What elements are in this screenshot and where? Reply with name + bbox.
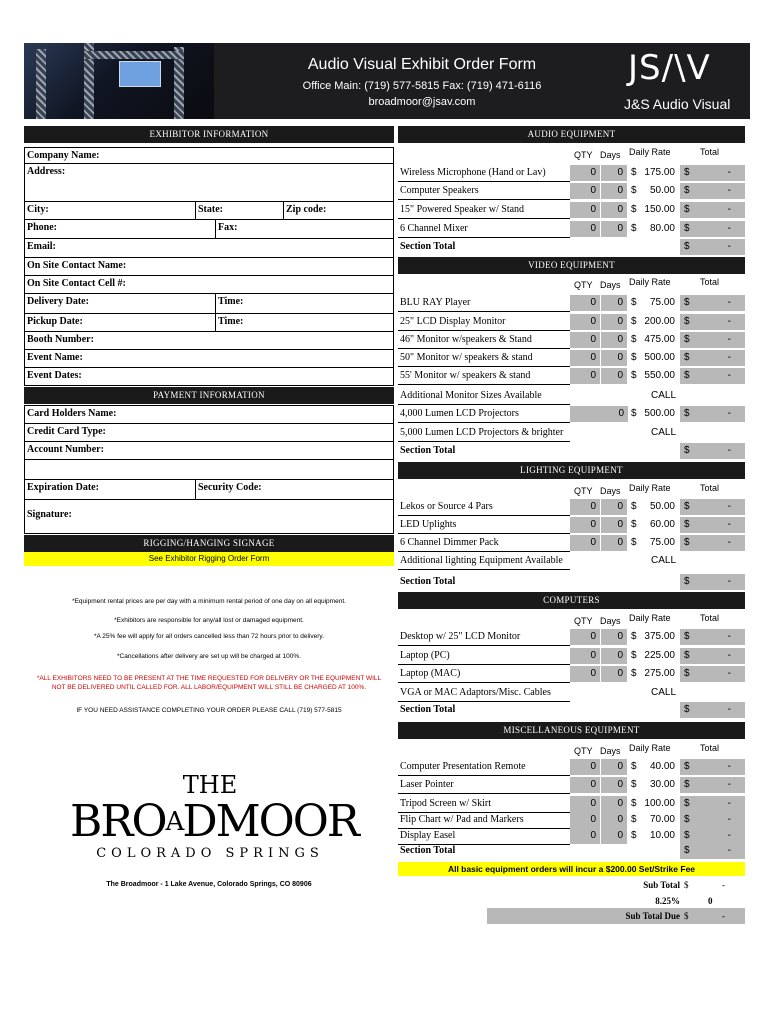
lighting-section-total-amount: - bbox=[727, 576, 731, 587]
lighting-days-input[interactable]: 0 bbox=[601, 517, 627, 533]
misc-rate-currency: $ bbox=[631, 830, 637, 841]
booth-photo bbox=[24, 43, 214, 119]
audio-line-total-value: - bbox=[727, 204, 731, 215]
audio-qty-input[interactable]: 0 bbox=[570, 183, 600, 199]
row-rule bbox=[398, 348, 570, 349]
row-rule bbox=[398, 645, 570, 646]
audio-line-total-value: - bbox=[727, 223, 731, 234]
audio-line-total bbox=[680, 221, 745, 237]
computers-days-input[interactable]: 0 bbox=[601, 629, 627, 645]
lighting-qty-input[interactable]: 0 bbox=[570, 517, 600, 533]
misc-line-total-currency: $ bbox=[684, 779, 690, 790]
broadmoor-logo-part2: A bbox=[165, 807, 183, 837]
computers-rate-value: 375.00 bbox=[644, 631, 675, 642]
misc-line-total-currency: $ bbox=[684, 761, 690, 772]
row-rule bbox=[398, 422, 570, 423]
sub-total-label: Sub Total bbox=[643, 880, 680, 890]
row-rule bbox=[398, 533, 570, 534]
computers-rate-currency: $ bbox=[631, 668, 637, 679]
video-rate-header: Daily Rate bbox=[629, 277, 671, 287]
audio-rate-currency: $ bbox=[631, 167, 637, 178]
misc-item-name: Computer Presentation Remote bbox=[400, 761, 526, 772]
video-line-total bbox=[680, 350, 745, 366]
computers-section-total-value bbox=[680, 702, 745, 718]
audio-line-total-value: - bbox=[727, 185, 731, 196]
lighting-line-total-currency: $ bbox=[684, 519, 690, 530]
video-line-total-value: - bbox=[727, 352, 731, 363]
video-line-total-value: - bbox=[727, 370, 731, 381]
computers-item-name: Laptop (PC) bbox=[400, 650, 450, 661]
video-item-name: 25" LCD Display Monitor bbox=[400, 316, 506, 327]
row-rule bbox=[398, 366, 570, 367]
video-item-name: 55' Monitor w/ speakers & stand bbox=[400, 370, 531, 381]
computers-section-total-currency: $ bbox=[684, 704, 690, 715]
video-line-total-value: - bbox=[727, 334, 731, 345]
lighting-item-name: 6 Channel Dimmer Pack bbox=[400, 537, 499, 548]
row-rule bbox=[398, 515, 570, 516]
video-lumen5000-name: 5,000 Lumen LCD Projectors & brighter bbox=[400, 427, 564, 438]
zip-field[interactable]: Zip code: bbox=[284, 202, 394, 220]
audio-rate-value: 80.00 bbox=[649, 223, 675, 234]
lighting-additional-equipment: Additional lighting Equipment Available bbox=[400, 555, 563, 566]
misc-line-total bbox=[680, 812, 745, 828]
note-cancellation-after-delivery: *Cancellations after delivery are set up will be charged at 100%. bbox=[117, 653, 301, 660]
rigging-section-title: RIGGING/HANGING SIGNAGE bbox=[24, 535, 394, 552]
video-lumen4000-currency: $ bbox=[631, 408, 637, 419]
audio-days-input[interactable]: 0 bbox=[601, 183, 627, 199]
misc-line-total bbox=[680, 796, 745, 812]
broadmoor-logo-city: COLORADO SPRINGS bbox=[96, 846, 324, 861]
video-rate-currency: $ bbox=[631, 352, 637, 363]
row-rule bbox=[398, 384, 570, 385]
broadmoor-logo-name bbox=[70, 796, 358, 847]
fax-field[interactable]: Fax: bbox=[216, 220, 394, 239]
video-line-total bbox=[680, 295, 745, 311]
lighting-line-total bbox=[680, 517, 745, 533]
pickup-date-field[interactable]: Pickup Date: bbox=[24, 314, 216, 332]
computers-section-title: COMPUTERS bbox=[398, 592, 745, 609]
row-rule bbox=[398, 682, 570, 683]
video-days-input[interactable]: 0 bbox=[601, 314, 627, 330]
video-rate-value: 75.00 bbox=[649, 297, 675, 308]
misc-days-input[interactable]: 0 bbox=[601, 759, 627, 775]
computers-days-input[interactable]: 0 bbox=[601, 666, 627, 682]
sub-total-value: - bbox=[722, 880, 725, 890]
note-cancellation-fee: *A 25% fee will apply for all orders cancelled less than 72 hours prior to delivery. bbox=[93, 633, 325, 640]
misc-rate-value: 30.00 bbox=[649, 779, 675, 790]
row-rule bbox=[398, 237, 570, 238]
misc-rate-currency: $ bbox=[631, 798, 637, 809]
email-field[interactable]: Email: bbox=[24, 239, 394, 258]
misc-days-input[interactable]: 0 bbox=[601, 777, 627, 793]
payment-section-title: PAYMENT INFORMATION bbox=[24, 387, 394, 404]
lighting-days-input[interactable]: 0 bbox=[601, 499, 627, 515]
card-holder-field[interactable]: Card Holders Name: bbox=[24, 405, 394, 424]
misc-line-total-value: - bbox=[727, 779, 731, 790]
computers-qty-input[interactable]: 0 bbox=[570, 629, 600, 645]
broadmoor-logo-part1: BRO bbox=[70, 796, 166, 847]
video-section-title: VIDEO EQUIPMENT bbox=[398, 257, 745, 274]
lighting-section-total-currency: $ bbox=[684, 576, 690, 587]
lighting-item-name: Lekos or Source 4 Pars bbox=[400, 501, 493, 512]
lighting-days-input[interactable]: 0 bbox=[601, 535, 627, 551]
lighting-item-name: LED Uplights bbox=[400, 519, 457, 530]
video-total-header: Total bbox=[700, 277, 720, 287]
credit-card-type-field[interactable]: Credit Card Type: bbox=[24, 424, 394, 442]
misc-qty-header: QTY bbox=[574, 746, 593, 756]
misc-line-total bbox=[680, 828, 745, 844]
note-assistance: IF YOU NEED ASSISTANCE COMPLETING YOUR ORDER PLEASE CALL (719) 577-5815 bbox=[76, 707, 342, 714]
onsite-contact-name-field[interactable]: On Site Contact Name: bbox=[24, 258, 394, 276]
sub-total-dollar: $ bbox=[684, 880, 689, 890]
misc-qty-input[interactable]: 0 bbox=[570, 828, 600, 844]
misc-section-total-currency: $ bbox=[684, 845, 690, 856]
video-section-total-amount: - bbox=[727, 445, 731, 456]
misc-qty-input[interactable]: 0 bbox=[570, 812, 600, 828]
jsav-logo-subtitle: J&S Audio Visual bbox=[624, 96, 731, 112]
video-qty-input[interactable]: 0 bbox=[570, 350, 600, 366]
computers-line-total-currency: $ bbox=[684, 631, 690, 642]
video-line-total-currency: $ bbox=[684, 334, 690, 345]
misc-rate-currency: $ bbox=[631, 779, 637, 790]
audio-line-total bbox=[680, 183, 745, 199]
video-days-input[interactable]: 0 bbox=[601, 295, 627, 311]
misc-section-total-label: Section Total bbox=[400, 845, 456, 856]
misc-line-total-currency: $ bbox=[684, 830, 690, 841]
audio-rate-value: 150.00 bbox=[644, 204, 675, 215]
misc-item-name: Flip Chart w/ Pad and Markers bbox=[400, 814, 524, 825]
misc-item-name: Display Easel bbox=[400, 830, 456, 841]
phone-field[interactable]: Phone: bbox=[24, 220, 216, 239]
video-line-total-value: - bbox=[727, 297, 731, 308]
sub-total-due-label: Sub Total Due bbox=[625, 911, 680, 921]
onsite-contact-cell-field[interactable]: On Site Contact Cell #: bbox=[24, 276, 394, 294]
audio-qty-input[interactable]: 0 bbox=[570, 221, 600, 237]
video-days-input[interactable]: 0 bbox=[601, 350, 627, 366]
exhibitor-section-title: EXHIBITOR INFORMATION bbox=[24, 126, 394, 143]
video-item-name: BLU RAY Player bbox=[400, 297, 471, 308]
lighting-rate-header: Daily Rate bbox=[629, 483, 671, 493]
audio-qty-input[interactable]: 0 bbox=[570, 165, 600, 181]
audio-days-input[interactable]: 0 bbox=[601, 165, 627, 181]
computers-days-header: Days bbox=[600, 616, 621, 626]
event-dates-field[interactable]: Event Dates: bbox=[24, 368, 394, 386]
misc-rate-value: 10.00 bbox=[649, 830, 675, 841]
row-rule bbox=[398, 218, 570, 219]
computers-item-name: Laptop (MAC) bbox=[400, 668, 461, 679]
lighting-line-total-currency: $ bbox=[684, 537, 690, 548]
audio-days-input[interactable]: 0 bbox=[601, 202, 627, 218]
account-number-field[interactable]: Account Number: bbox=[24, 442, 394, 460]
computers-rate-value: 275.00 bbox=[644, 668, 675, 679]
audio-line-total-currency: $ bbox=[684, 185, 690, 196]
video-line-total-currency: $ bbox=[684, 297, 690, 308]
note-present-at-delivery bbox=[24, 674, 394, 692]
computers-rate-header: Daily Rate bbox=[629, 613, 671, 623]
row-rule bbox=[398, 569, 570, 570]
contact-email: broadmoor@jsav.com bbox=[368, 96, 476, 108]
audio-days-header: Days bbox=[600, 150, 621, 160]
video-section-total-label: Section Total bbox=[400, 445, 456, 456]
misc-item-name: Tripod Screen w/ Skirt bbox=[400, 798, 492, 809]
row-rule bbox=[398, 793, 570, 794]
lighting-days-header: Days bbox=[600, 486, 621, 496]
computers-line-total-currency: $ bbox=[684, 650, 690, 661]
audio-item-name: Computer Speakers bbox=[400, 185, 479, 196]
audio-section-total-value bbox=[680, 239, 745, 255]
video-line-total-currency: $ bbox=[684, 352, 690, 363]
video-lumen4000-name: 4,000 Lumen LCD Projectors bbox=[400, 408, 519, 419]
misc-item-name: Laser Pointer bbox=[400, 779, 454, 790]
misc-qty-input[interactable]: 0 bbox=[570, 759, 600, 775]
row-rule bbox=[398, 775, 570, 776]
misc-section-total-amount: - bbox=[727, 845, 731, 856]
computers-line-total-value: - bbox=[727, 650, 731, 661]
jsav-logo: JS/\V bbox=[628, 48, 711, 88]
misc-days-input[interactable]: 0 bbox=[601, 812, 627, 828]
computers-adaptors-call: CALL bbox=[651, 687, 677, 698]
audio-item-name: 15" Powered Speaker w/ Stand bbox=[400, 204, 525, 215]
computers-adaptors: VGA or MAC Adaptors/Misc. Cables bbox=[400, 687, 551, 698]
misc-line-total-currency: $ bbox=[684, 798, 690, 809]
audio-item-name: Wireless Microphone (Hand or Lav) bbox=[400, 167, 546, 178]
sub-total-due-value: - bbox=[722, 911, 725, 921]
computers-section-total-amount: - bbox=[727, 704, 731, 715]
lighting-section-total-label: Section Total bbox=[400, 576, 456, 587]
tax-value: 0 bbox=[708, 896, 713, 906]
video-line-total-value: - bbox=[727, 316, 731, 327]
video-lumen4000-total bbox=[680, 406, 745, 422]
video-line-total bbox=[680, 332, 745, 348]
computers-line-total bbox=[680, 666, 745, 682]
misc-qty-input[interactable]: 0 bbox=[570, 777, 600, 793]
computers-line-total bbox=[680, 648, 745, 664]
computers-line-total-value: - bbox=[727, 631, 731, 642]
misc-line-total-value: - bbox=[727, 798, 731, 809]
video-qty-input[interactable]: 0 bbox=[570, 314, 600, 330]
computers-section-total-label: Section Total bbox=[400, 704, 456, 715]
computers-total-header: Total bbox=[700, 613, 720, 623]
lighting-qty-input[interactable]: 0 bbox=[570, 499, 600, 515]
lighting-rate-value: 60.00 bbox=[649, 519, 675, 530]
office-phones: Office Main: (719) 577-5815 Fax: (719) 471-6116 bbox=[302, 80, 542, 92]
audio-rate-currency: $ bbox=[631, 185, 637, 196]
misc-line-total bbox=[680, 777, 745, 793]
misc-section-total-value bbox=[680, 843, 745, 859]
audio-qty-header: QTY bbox=[574, 150, 593, 160]
audio-rate-value: 175.00 bbox=[644, 167, 675, 178]
row-rule bbox=[398, 441, 570, 442]
video-days-header: Days bbox=[600, 280, 621, 290]
row-rule bbox=[398, 551, 570, 552]
form-title: Audio Visual Exhibit Order Form bbox=[307, 56, 537, 73]
lighting-line-total bbox=[680, 499, 745, 515]
video-line-total-currency: $ bbox=[684, 370, 690, 381]
video-rate-currency: $ bbox=[631, 316, 637, 327]
video-item-name: 46" Monitor w/speakers & Stand bbox=[400, 334, 532, 345]
video-rate-value: 200.00 bbox=[644, 316, 675, 327]
audio-days-input[interactable]: 0 bbox=[601, 221, 627, 237]
row-rule bbox=[398, 181, 570, 182]
audio-line-total-currency: $ bbox=[684, 204, 690, 215]
computers-qty-header: QTY bbox=[574, 616, 593, 626]
address-field[interactable]: Address: bbox=[24, 164, 394, 202]
video-days-input[interactable]: 0 bbox=[601, 368, 627, 384]
booth-number-field[interactable]: Booth Number: bbox=[24, 332, 394, 350]
rigging-order-form-link[interactable]: See Exhibitor Rigging Order Form bbox=[24, 552, 394, 566]
event-name-field[interactable]: Event Name: bbox=[24, 350, 394, 368]
misc-section-title: MISCELLANEOUS EQUIPMENT bbox=[398, 722, 745, 739]
video-rate-value: 550.00 bbox=[644, 370, 675, 381]
computers-item-name: Desktop w/ 25" LCD Monitor bbox=[400, 631, 521, 642]
lighting-line-total-currency: $ bbox=[684, 501, 690, 512]
video-qty-input[interactable]: 0 bbox=[570, 368, 600, 384]
misc-total-header: Total bbox=[700, 743, 720, 753]
computers-rate-currency: $ bbox=[631, 650, 637, 661]
audio-line-total bbox=[680, 202, 745, 218]
misc-rate-value: 100.00 bbox=[644, 798, 675, 809]
lighting-line-total-value: - bbox=[727, 501, 731, 512]
audio-line-total bbox=[680, 165, 745, 181]
audio-line-total-currency: $ bbox=[684, 167, 690, 178]
row-rule bbox=[398, 404, 570, 405]
row-rule bbox=[398, 311, 570, 312]
audio-line-total-currency: $ bbox=[684, 223, 690, 234]
audio-section-total-label: Section Total bbox=[400, 241, 456, 252]
audio-item-name: 6 Channel Mixer bbox=[400, 223, 468, 234]
broadmoor-address: The Broadmoor - 1 Lake Avenue, Colorado Springs, CO 80906 bbox=[106, 881, 312, 888]
computers-line-total-value: - bbox=[727, 668, 731, 679]
audio-total-header: Total bbox=[700, 147, 720, 157]
video-section-total-currency: $ bbox=[684, 445, 690, 456]
video-section-total-value bbox=[680, 443, 745, 459]
company-name-field[interactable]: Company Name: bbox=[24, 147, 394, 164]
security-code-field[interactable]: Security Code: bbox=[196, 480, 394, 500]
lighting-qty-input[interactable]: 0 bbox=[570, 535, 600, 551]
computers-line-total-currency: $ bbox=[684, 668, 690, 679]
lighting-section-title: LIGHTING EQUIPMENT bbox=[398, 462, 745, 479]
video-days-input[interactable]: 0 bbox=[601, 332, 627, 348]
video-rate-currency: $ bbox=[631, 297, 637, 308]
note-lost-equipment: *Exhibitors are responsible for any/all lost or damaged equipment. bbox=[114, 617, 304, 624]
computers-rate-value: 225.00 bbox=[644, 650, 675, 661]
audio-rate-value: 50.00 bbox=[649, 185, 675, 196]
lighting-line-total-value: - bbox=[727, 519, 731, 530]
audio-line-total-value: - bbox=[727, 167, 731, 178]
misc-days-input[interactable]: 0 bbox=[601, 828, 627, 844]
misc-rate-value: 70.00 bbox=[649, 814, 675, 825]
misc-days-header: Days bbox=[600, 746, 621, 756]
video-lumen4000-qty-input[interactable]: 0 bbox=[570, 406, 628, 422]
state-field[interactable]: State: bbox=[196, 202, 284, 220]
misc-line-total-currency: $ bbox=[684, 814, 690, 825]
row-rule bbox=[398, 664, 570, 665]
note-present-line1: *ALL EXHIBITORS NEED TO BE PRESENT AT THE TIME REQUESTED FOR DELIVERY OR THE EQUIPMENT WILL bbox=[36, 675, 382, 682]
audio-rate-currency: $ bbox=[631, 223, 637, 234]
lighting-rate-currency: $ bbox=[631, 537, 637, 548]
misc-line-total-value: - bbox=[727, 830, 731, 841]
lighting-total-header: Total bbox=[700, 483, 720, 493]
video-line-total bbox=[680, 368, 745, 384]
row-rule bbox=[398, 330, 570, 331]
misc-days-input[interactable]: 0 bbox=[601, 796, 627, 812]
misc-line-total-value: - bbox=[727, 814, 731, 825]
broadmoor-logo-part3: DMOOR bbox=[182, 796, 358, 847]
lighting-rate-value: 50.00 bbox=[649, 501, 675, 512]
misc-rate-header: Daily Rate bbox=[629, 743, 671, 753]
misc-line-total-value: - bbox=[727, 761, 731, 772]
video-line-total-currency: $ bbox=[684, 316, 690, 327]
misc-line-total bbox=[680, 759, 745, 775]
video-lumen5000-call: CALL bbox=[651, 427, 677, 438]
note-present-line2: NOT BE DELIVERED UNTIL CALLED FOR. ALL LABOR/EQUIPMENT WILL STILL BE CHARGED AT 100%. bbox=[51, 684, 367, 691]
pickup-time-field[interactable]: Time: bbox=[216, 314, 394, 332]
video-additional-monitors-call: CALL bbox=[651, 390, 677, 401]
misc-rate-value: 40.00 bbox=[649, 761, 675, 772]
misc-rate-currency: $ bbox=[631, 814, 637, 825]
broadmoor-logo-the: THE bbox=[182, 771, 238, 799]
video-lumen4000-rate: 500.00 bbox=[644, 408, 675, 419]
lighting-rate-value: 75.00 bbox=[649, 537, 675, 548]
lighting-rate-currency: $ bbox=[631, 519, 637, 530]
video-line-total bbox=[680, 314, 745, 330]
computers-days-input[interactable]: 0 bbox=[601, 648, 627, 664]
lighting-line-total-value: - bbox=[727, 537, 731, 548]
video-item-name: 50" Monitor w/ speakers & stand bbox=[400, 352, 533, 363]
computers-qty-input[interactable]: 0 bbox=[570, 666, 600, 682]
lighting-qty-header: QTY bbox=[574, 486, 593, 496]
lighting-line-total bbox=[680, 535, 745, 551]
city-field[interactable]: City: bbox=[24, 202, 196, 220]
audio-qty-input[interactable]: 0 bbox=[570, 202, 600, 218]
video-lumen4000-total-currency: $ bbox=[684, 408, 690, 419]
lighting-additional-call: CALL bbox=[651, 555, 677, 566]
lighting-section-total-value bbox=[680, 574, 745, 590]
video-additional-monitors: Additional Monitor Sizes Available bbox=[400, 390, 542, 401]
video-rate-value: 475.00 bbox=[644, 334, 675, 345]
video-qty-header: QTY bbox=[574, 280, 593, 290]
video-rate-currency: $ bbox=[631, 370, 637, 381]
note-rental-prices: *Equipment rental prices are per day with a minimum rental period of one day on all equipment. bbox=[72, 598, 346, 605]
misc-qty-input[interactable]: 0 bbox=[570, 796, 600, 812]
computers-line-total bbox=[680, 629, 745, 645]
audio-rate-header: Daily Rate bbox=[629, 147, 671, 157]
video-lumen4000-total-value: - bbox=[727, 408, 731, 419]
misc-rate-currency: $ bbox=[631, 761, 637, 772]
delivery-time-field[interactable]: Time: bbox=[216, 294, 394, 314]
delivery-date-field[interactable]: Delivery Date: bbox=[24, 294, 216, 314]
video-qty-input[interactable]: 0 bbox=[570, 332, 600, 348]
row-rule bbox=[398, 199, 570, 200]
sub-total-due-dollar: $ bbox=[684, 911, 689, 921]
audio-rate-currency: $ bbox=[631, 204, 637, 215]
video-rate-value: 500.00 bbox=[644, 352, 675, 363]
computers-rate-currency: $ bbox=[631, 631, 637, 642]
set-strike-fee-note: All basic equipment orders will incur a $200.00 Set/Strike Fee bbox=[398, 862, 745, 876]
computers-qty-input[interactable]: 0 bbox=[570, 648, 600, 664]
video-rate-currency: $ bbox=[631, 334, 637, 345]
signature-field[interactable]: Signature: bbox=[24, 500, 394, 534]
audio-section-total-amount: - bbox=[727, 241, 731, 252]
audio-section-title: AUDIO EQUIPMENT bbox=[398, 126, 745, 143]
tax-rate: 8.25% bbox=[655, 896, 680, 906]
lighting-rate-currency: $ bbox=[631, 501, 637, 512]
audio-section-total-currency: $ bbox=[684, 241, 690, 252]
account-number-line2[interactable] bbox=[24, 460, 394, 480]
expiration-date-field[interactable]: Expiration Date: bbox=[24, 480, 196, 500]
video-qty-input[interactable]: 0 bbox=[570, 295, 600, 311]
